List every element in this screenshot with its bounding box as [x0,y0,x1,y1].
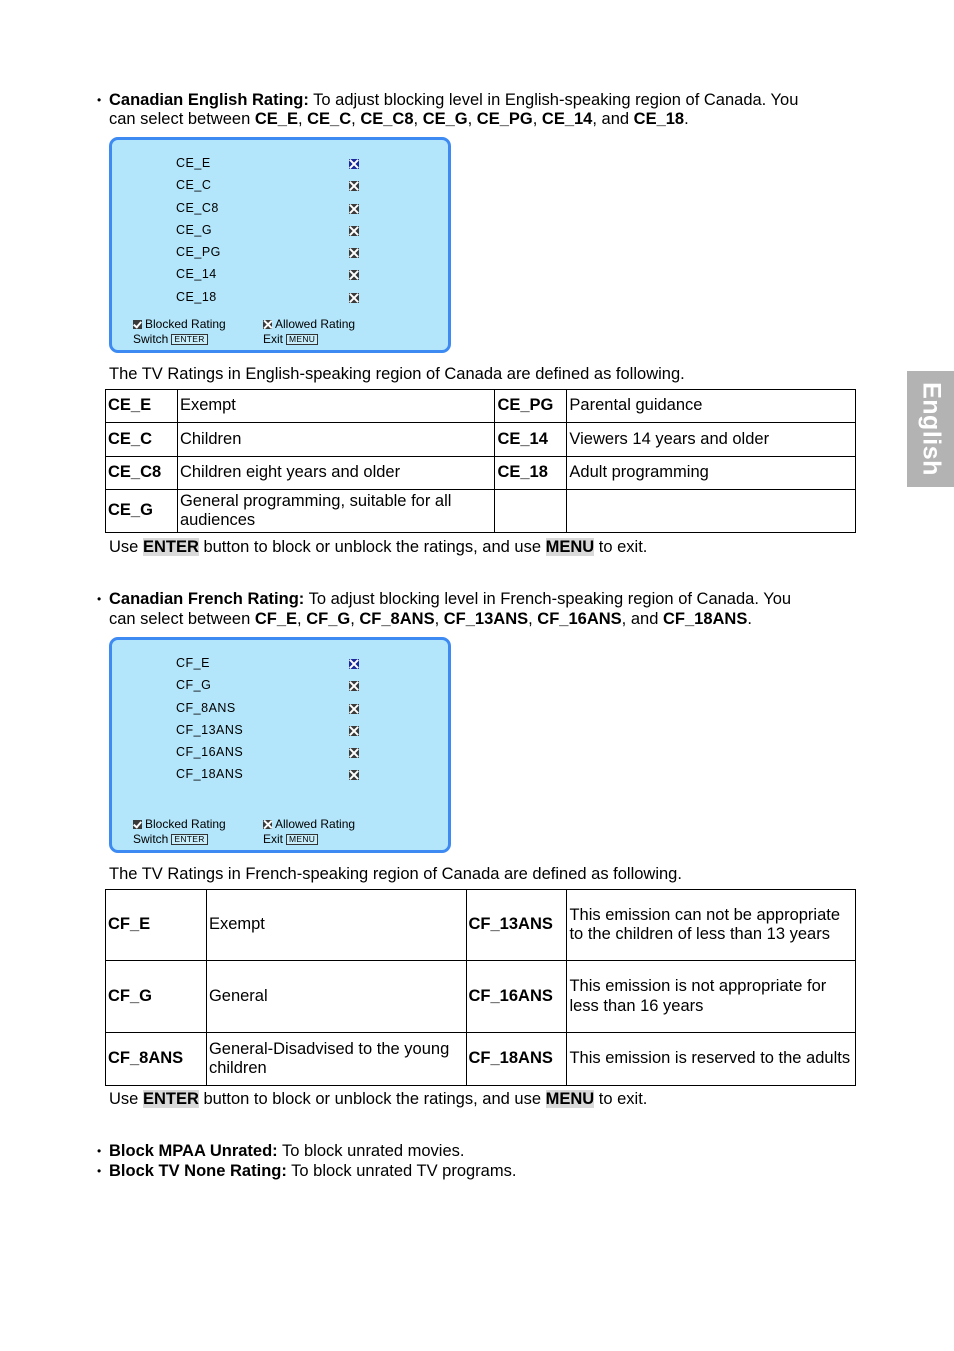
french-table-intro: The TV Ratings in French-speaking region of Canada are defined as following. [109,865,682,883]
cross-checkbox-icon[interactable] [349,704,359,714]
table-row: CE_E Exempt CE_PG Parental guidance [106,390,856,423]
legend-exit: Exit MENU [263,832,318,846]
tv-none-title: Block TV None Rating: [109,1162,287,1180]
tv-none-desc: To block unrated TV programs. [286,1162,517,1180]
cross-checkbox-icon[interactable] [349,770,359,780]
french-rating-title: Canadian French Rating: [109,590,305,608]
table-row: CF_E Exempt CF_13ANS This emission can not be appropriate to the children of less than 13 years [106,890,856,961]
cross-checkbox-icon[interactable] [349,204,359,214]
table-row: CE_G General programming, suitable for all audiences [106,490,856,533]
cross-checkbox-icon [263,820,272,829]
enter-key-icon: ENTER [171,334,207,345]
bullet-dot: • [97,93,102,107]
language-side-tab [907,371,954,487]
cross-checkbox-icon [263,320,272,329]
menu-item-cf-13ans[interactable]: CF_13ANS [176,723,244,737]
menu-item-ce-e[interactable]: CE_E [176,156,211,170]
cross-checkbox-icon[interactable] [349,293,359,303]
french-use-line: Use ENTER button to block or unblock the ratings, and use MENU to exit. [109,1090,648,1108]
cross-checkbox-icon[interactable] [349,726,359,736]
menu-item-ce-14[interactable]: CE_14 [176,267,217,281]
english-rating-menu [109,137,451,353]
menu-item-ce-c[interactable]: CE_C [176,178,212,192]
table-row: CE_C Children CE_14 Viewers 14 years and older [106,423,856,457]
english-rating-desc: To adjust blocking level in English-speaking region of Canada. You [308,91,799,109]
table-row: CF_G General CF_16ANS This emission is not appropriate for less than 16 years [106,961,856,1033]
cross-checkbox-icon[interactable] [349,248,359,258]
french-rating-menu [109,637,451,853]
menu-item-cf-16ans[interactable]: CF_16ANS [176,745,244,759]
cross-checkbox-icon[interactable] [349,226,359,236]
menu-item-ce-c8[interactable]: CE_C8 [176,201,219,215]
legend-switch: Switch ENTER [133,332,208,346]
cross-checkbox-icon[interactable] [349,270,359,280]
mpaa-desc: To block unrated movies. [277,1142,465,1160]
table-row: CF_8ANS General-Disadvised to the young children CF_18ANS This emission is reserved to the adults [106,1033,856,1086]
legend-switch: Switch ENTER [133,832,208,846]
menu-item-ce-pg[interactable]: CE_PG [176,245,221,259]
side-tab-label: English [917,382,945,476]
cross-checkbox-icon[interactable] [349,681,359,691]
french-ratings-table [105,889,856,1086]
legend-exit: Exit MENU [263,332,318,346]
english-table-intro: The TV Ratings in English-speaking region of Canada are defined as following. [109,365,685,383]
menu-item-cf-g[interactable]: CF_G [176,678,212,692]
english-rating-title: Canadian English Rating: [109,91,309,109]
enter-key-icon: ENTER [171,834,207,845]
menu-key-icon: MENU [286,834,318,845]
table-row: CE_C8 Children eight years and older CE_18 Adult programming [106,457,856,490]
menu-item-ce-g[interactable]: CE_G [176,223,213,237]
english-options-line: can select between CE_E, CE_C, CE_C8, CE_G, CE_PG, CE_14, and CE_18. [109,110,689,128]
menu-item-ce-18[interactable]: CE_18 [176,290,217,304]
cross-checkbox-icon[interactable] [349,748,359,758]
french-rating-desc: To adjust blocking level in French-speaking region of Canada. You [304,590,792,608]
tick-checkbox-icon [133,820,142,829]
tick-checkbox-icon [133,320,142,329]
cross-checkbox-icon[interactable] [349,181,359,191]
menu-item-cf-e[interactable]: CF_E [176,656,210,670]
menu-item-cf-8ans[interactable]: CF_8ANS [176,701,236,715]
legend-blocked: Blocked Rating [133,817,226,831]
menu-key-icon: MENU [286,334,318,345]
legend-blocked: Blocked Rating [133,317,226,331]
english-use-line: Use ENTER button to block or unblock the ratings, and use MENU to exit. [109,538,648,556]
french-options-line: can select between CF_E, CF_G, CF_8ANS, CF_13ANS, CF_16ANS, and CF_18ANS. [109,610,752,628]
english-ratings-table [105,389,856,533]
cross-checkbox-icon[interactable] [349,659,359,669]
cross-checkbox-icon[interactable] [349,159,359,169]
menu-item-cf-18ans[interactable]: CF_18ANS [176,767,244,781]
mpaa-title: Block MPAA Unrated: [109,1142,278,1160]
legend-allowed: Allowed Rating [263,317,355,331]
legend-allowed: Allowed Rating [263,817,355,831]
